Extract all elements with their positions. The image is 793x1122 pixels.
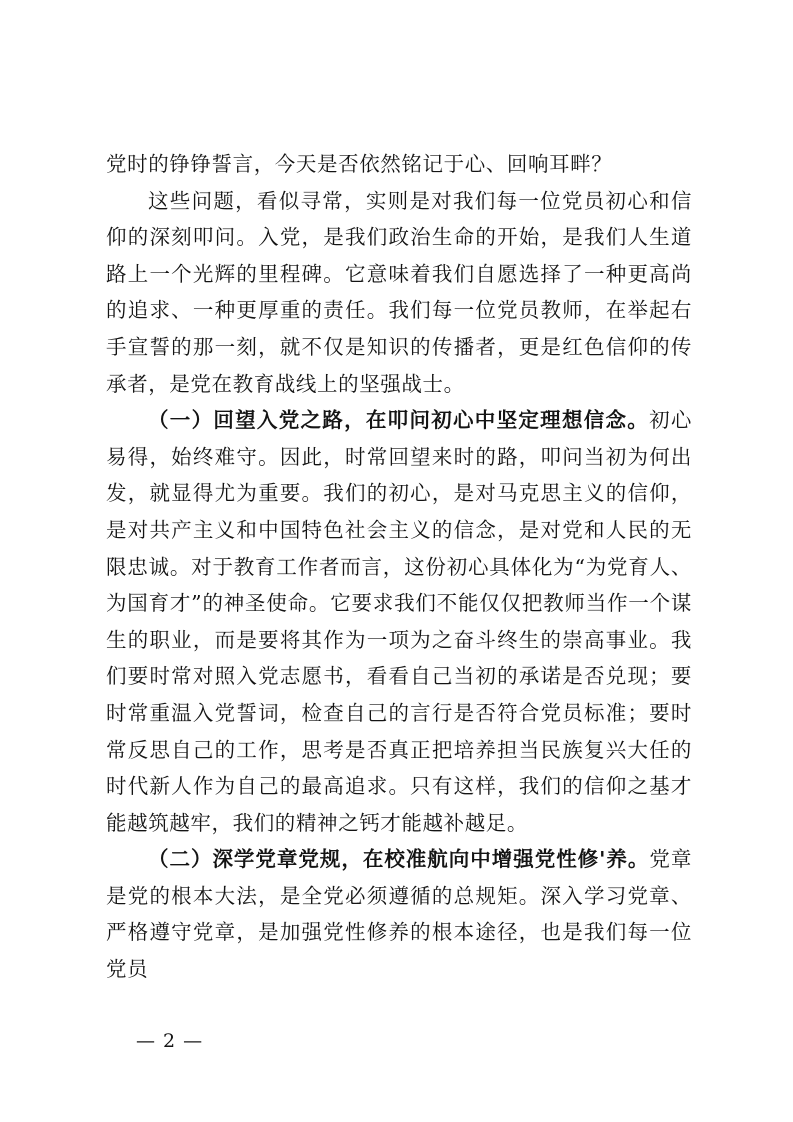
paragraph-text: 党时的铮铮誓言，今天是否依然铭记于心、回响耳畔？: [106, 152, 613, 176]
section-two-paragraph: [106, 841, 692, 987]
section-heading: （二）深学党章党规，在校准航向中增强党性修'养。: [148, 847, 650, 872]
paragraph-continuation: [106, 146, 692, 183]
page-number: — 2 —: [136, 1030, 204, 1052]
paragraph-intro: [106, 183, 692, 403]
paragraph-text: 党章是党的根本大法，是全党必须遵循的总规矩。深入学习党章、严格遵守党章，是加强党性修养的根本途径，也是我们每一位党员: [106, 847, 692, 982]
document-body: [106, 146, 692, 988]
section-heading: （一）回望入党之路，在叩问初心中坚定理想信念。: [148, 408, 650, 433]
section-one-paragraph: [106, 402, 692, 841]
paragraph-text: 初心易得，始终难守。因此，时常回望来时的路，叩问当初为何出发，就显得尤为重要。我们的初心，是对马克思主义的信仰，是对共产主义和中国特色社会主义的信念，是对党和人民的无限忠诚。对于教育工作者而言，这份初心具体化为“为党育人、为国育才”的神圣使命。它要求我们不能仅仅把教师当作一个谋生的职业，而是要将其作为一项为之奋斗终生的崇高事业。我们要时常对照入党志愿书，看看自己当初的承诺是否兑现；要时常重温入党誓词，检查自己的言行是否符合党员标准；要时常反思自己的工作，思考是否真正把培养担当民族复兴大任的时代新人作为自己的最高追求。只有这样，我们的信仰之基才能越筑越牢，我们的精神之钙才能越补越足。: [106, 408, 692, 835]
paragraph-text: 这些问题，看似寻常，实则是对我们每一位党员初心和信仰的深刻叩问。入党，是我们政治生命的开始，是我们人生道路上一个光辉的里程碑。它意味着我们自愿选择了一种更高尚的追求、一种更厚重的责任。我们每一位党员教师，在举起右手宣誓的那一刻，就不仅是知识的传播者，更是红色信仰的传承者，是党在教育战线上的坚强战士。: [106, 188, 692, 396]
